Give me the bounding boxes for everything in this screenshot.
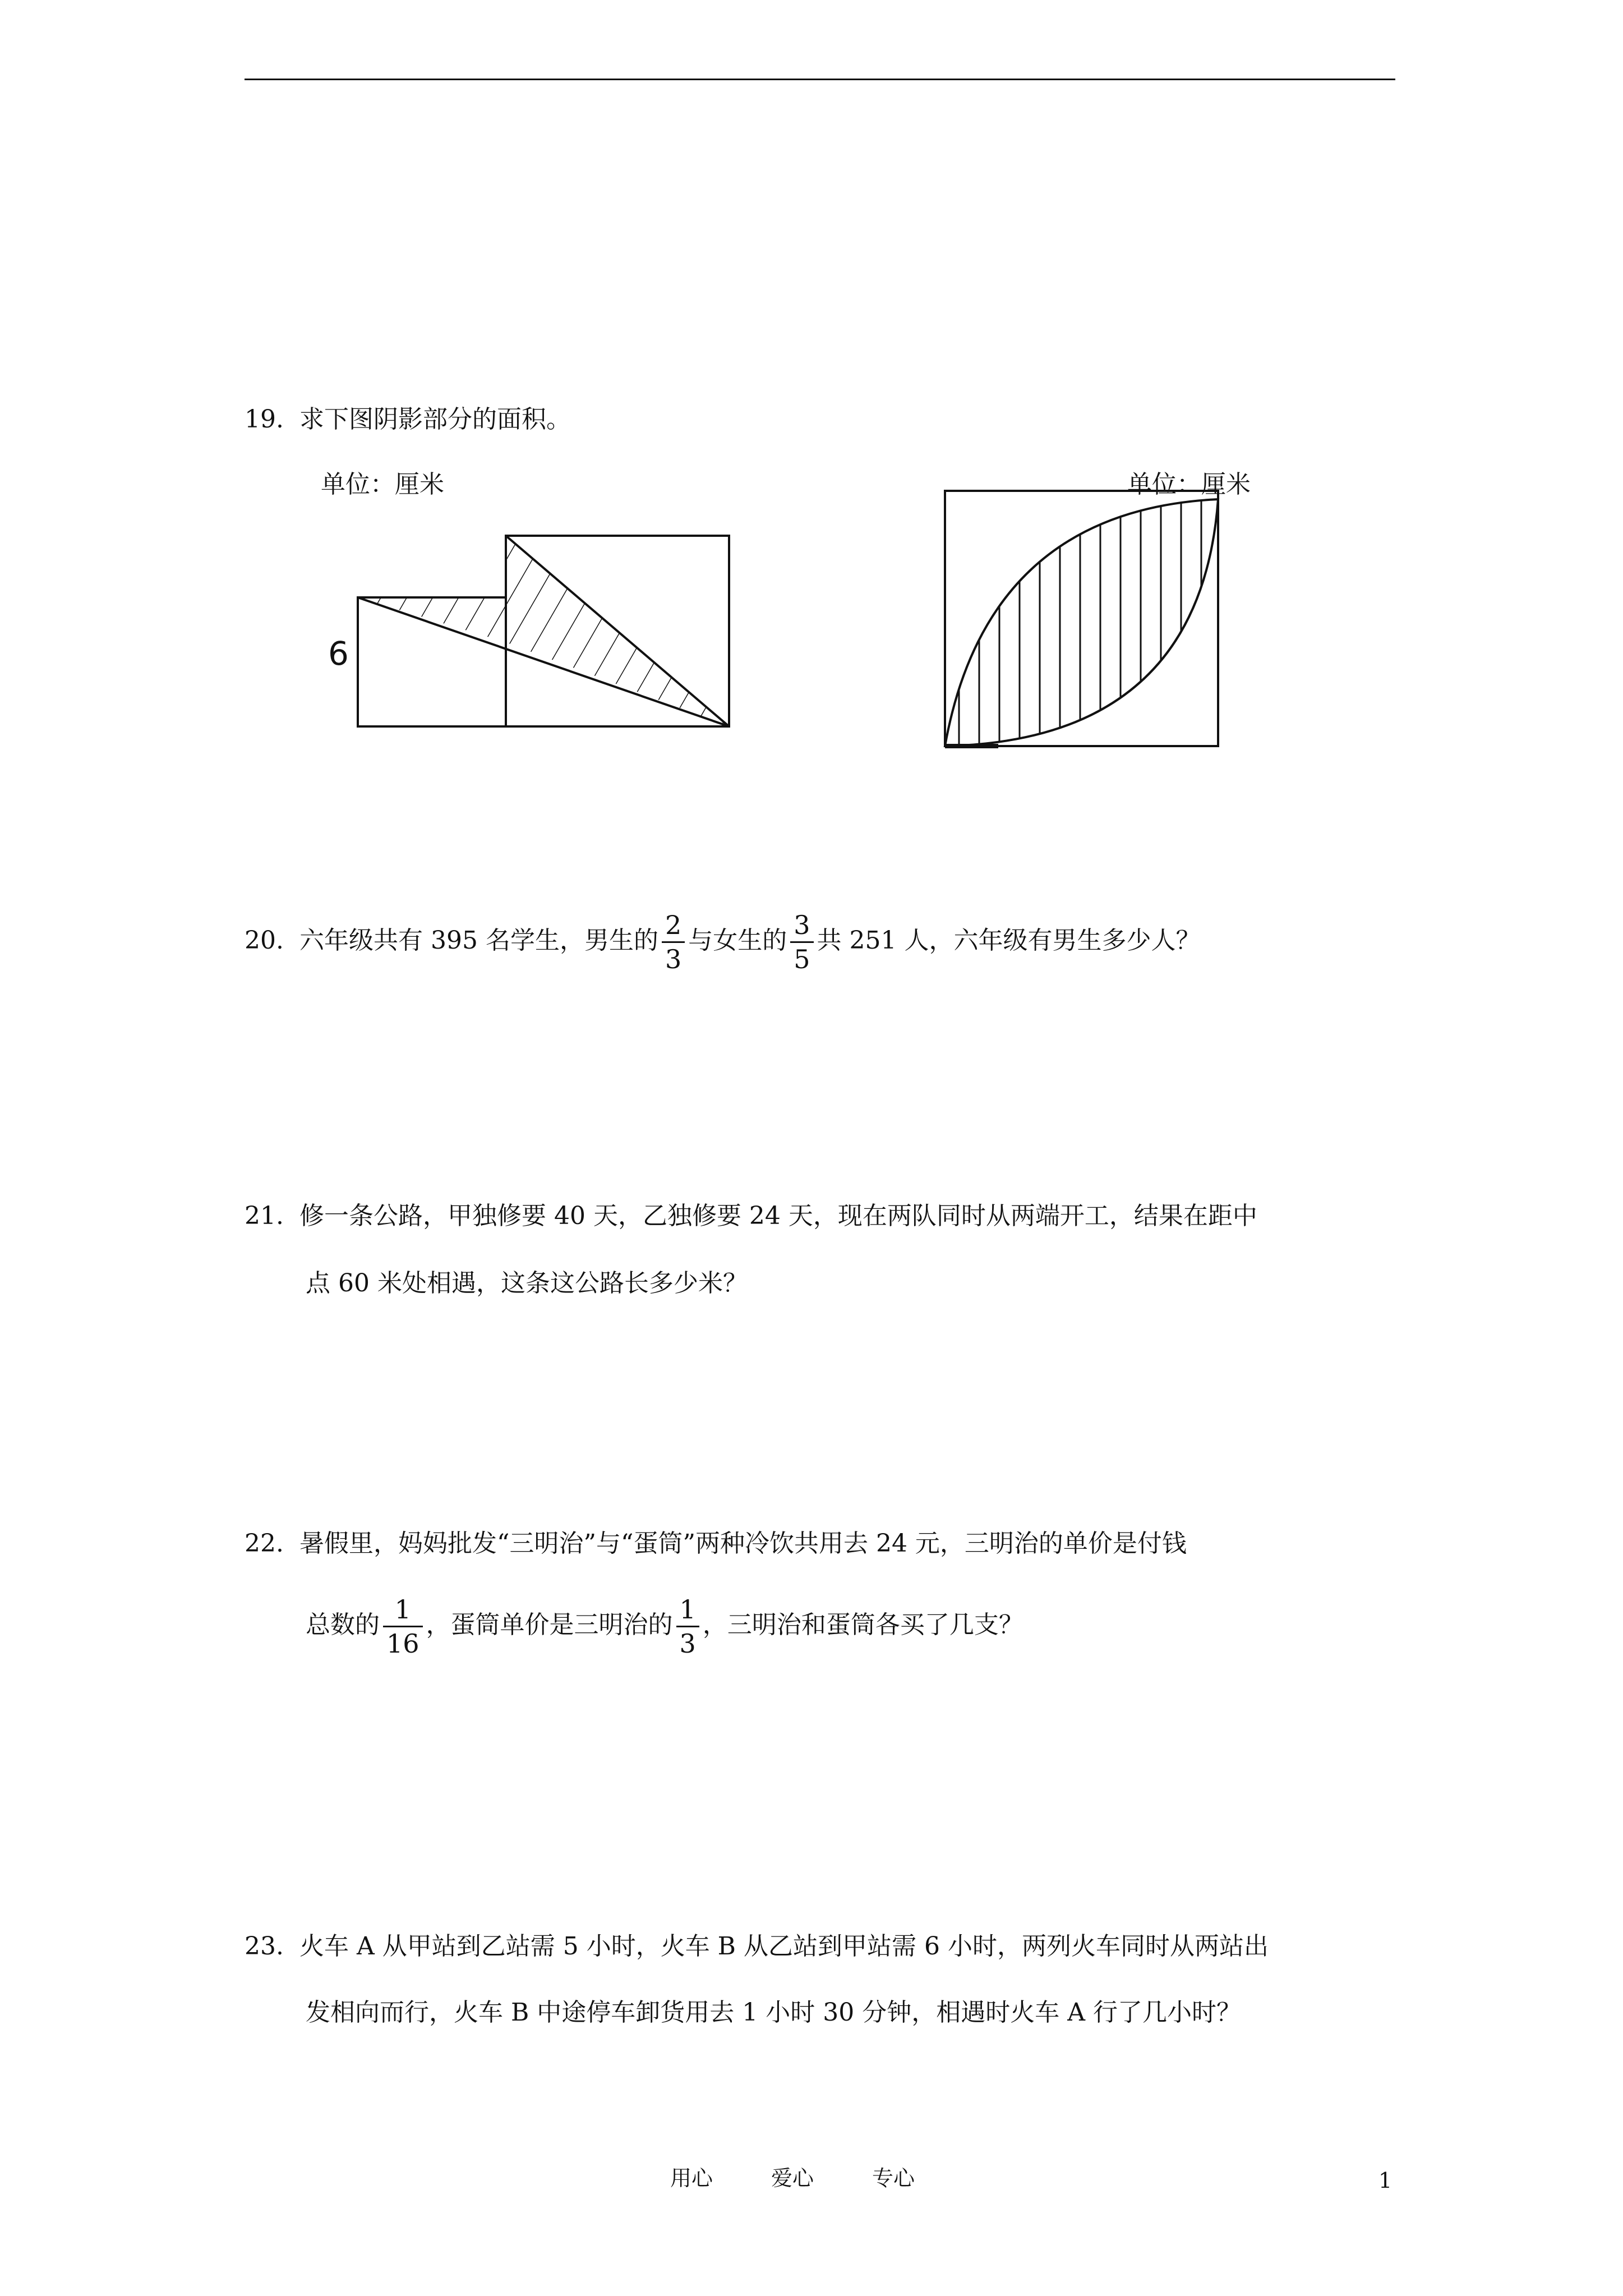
fraction bbox=[790, 909, 813, 976]
question-text-part: 共 251 人，六年级有男生多少人？ bbox=[817, 926, 1201, 955]
fraction-numerator: 2 bbox=[662, 909, 685, 943]
page-number: 1 bbox=[1378, 2168, 1393, 2193]
question-text: 求下图阴影部分的面积。 bbox=[299, 405, 571, 434]
question-23 bbox=[245, 1930, 1269, 1963]
question-text-part: 总数的 bbox=[306, 1611, 380, 1639]
question-number: 23. bbox=[245, 1932, 284, 1961]
question-text: 修一条公路，甲独修要 40 天，乙独修要 24 天，现在两队同时从两端开工，结果在距中 bbox=[299, 1202, 1257, 1230]
question-number: 20. bbox=[245, 926, 284, 955]
figure2-unit-label: 单位：厘米 bbox=[1127, 470, 1251, 499]
question-text-part: 六年级共有 395 名学生，男生的 bbox=[299, 926, 658, 955]
fraction-numerator: 1 bbox=[676, 1593, 699, 1627]
fraction-denominator: 3 bbox=[665, 944, 682, 974]
fraction-denominator: 3 bbox=[679, 1628, 696, 1659]
footer-left: 用心 bbox=[670, 2166, 713, 2191]
side-length-label: 6 bbox=[328, 634, 349, 673]
question-text: 暑假里，妈妈批发“三明治”与“蛋筒”两种冷饮共用去 24 元，三明治的单价是付钱 bbox=[299, 1529, 1187, 1558]
question-21-continued: 点 60 米处相遇，这条这公路长多少米？ bbox=[306, 1269, 748, 1297]
question-number: 22. bbox=[245, 1529, 284, 1558]
figure1-shaded-triangles bbox=[314, 522, 740, 735]
footer-middle: 爱心 bbox=[771, 2166, 814, 2191]
question-22 bbox=[245, 1527, 1187, 1561]
figure1-unit-label: 单位：厘米 bbox=[321, 470, 444, 499]
question-23-continued: 发相向而行，火车 B 中途停车卸货用去 1 小时 30 分钟，相遇时火车 A 行了几小时？ bbox=[306, 1998, 1241, 2027]
question-19 bbox=[245, 403, 571, 436]
fraction bbox=[662, 909, 685, 976]
question-text-part: ，蛋筒单价是三明治的 bbox=[426, 1611, 673, 1639]
question-22-continued bbox=[306, 1593, 1023, 1660]
fraction bbox=[676, 1593, 699, 1660]
fraction-denominator: 16 bbox=[386, 1628, 419, 1659]
footer-right: 专心 bbox=[872, 2166, 915, 2191]
question-text: 火车 A 从甲站到乙站需 5 小时，火车 B 从乙站到甲站需 6 小时，两列火车同时从两站出 bbox=[299, 1932, 1269, 1961]
question-text-part: ，三明治和蛋筒各买了几支？ bbox=[702, 1611, 1023, 1639]
question-number: 19. bbox=[245, 405, 284, 434]
fraction-numerator: 3 bbox=[790, 909, 813, 943]
fraction bbox=[383, 1593, 423, 1660]
header-rule bbox=[245, 79, 1395, 80]
fraction-denominator: 5 bbox=[794, 944, 810, 974]
question-number: 21. bbox=[245, 1202, 284, 1230]
question-20 bbox=[245, 909, 1200, 976]
question-21 bbox=[245, 1199, 1257, 1233]
figure2-shaded-lens bbox=[937, 482, 1228, 752]
fraction-numerator: 1 bbox=[383, 1593, 423, 1627]
question-text-part: 与女生的 bbox=[688, 926, 787, 955]
